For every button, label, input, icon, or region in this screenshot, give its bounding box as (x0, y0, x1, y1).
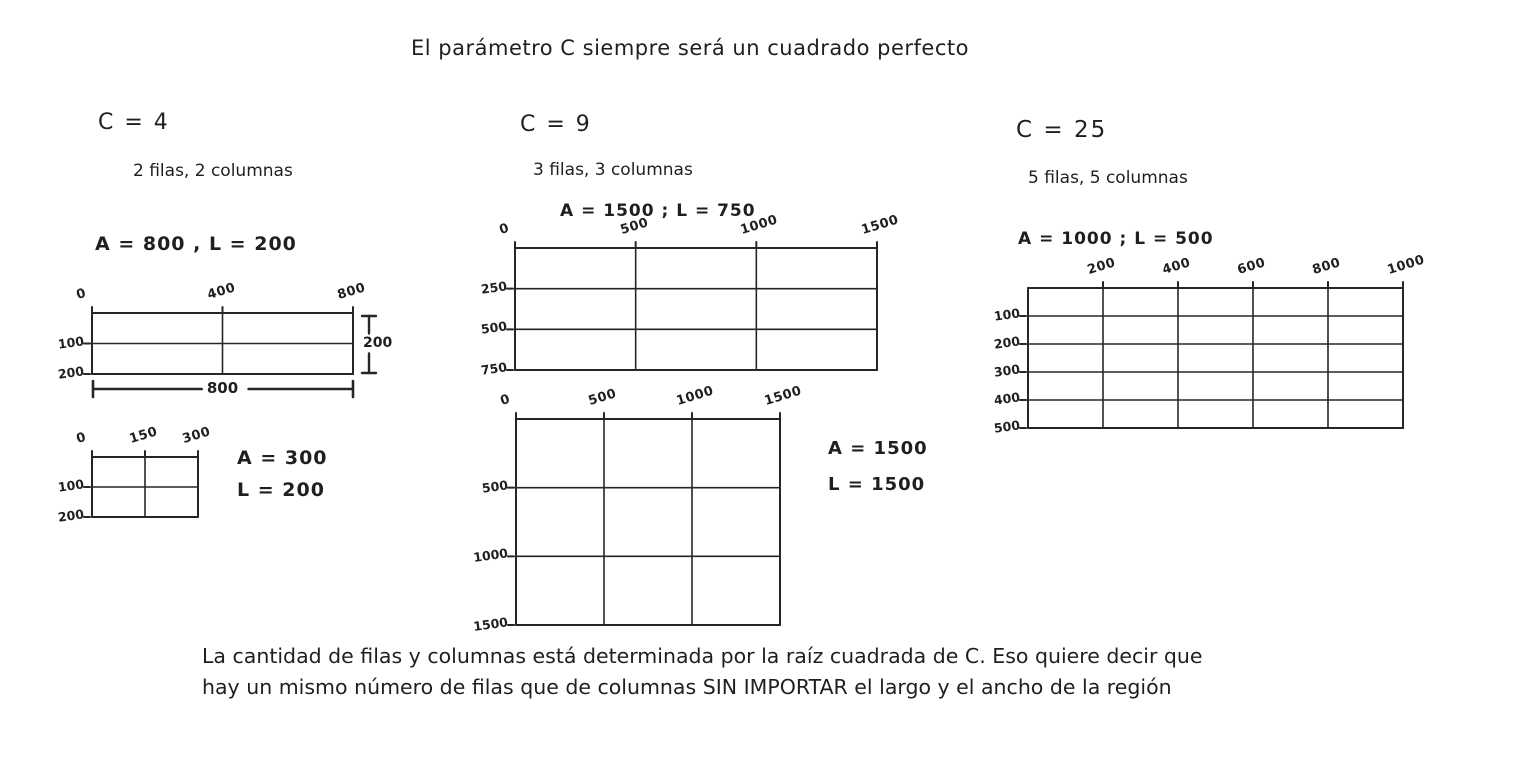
section-c4-heading: C = 4 (98, 110, 170, 135)
y-tick-label: 100 (992, 305, 1021, 324)
grid-c25-1-lines (1028, 288, 1403, 428)
x-tick-label: 600 (1235, 255, 1268, 278)
side-annotation: L = 1500 (828, 474, 926, 495)
grid-c4-1 (56, 280, 393, 397)
x-tick-label: 800 (1310, 255, 1343, 278)
section-c25-params: A = 1000 ; L = 500 (1018, 229, 1214, 249)
x-tick-label: 400 (205, 280, 237, 303)
grid-c9-2 (472, 383, 928, 634)
y-tick-label: 1500 (472, 614, 509, 634)
x-tick-label: 400 (1160, 255, 1193, 278)
x-tick-label: 500 (618, 215, 651, 238)
grid-c4-1-lines (92, 313, 353, 374)
x-tick-label: 800 (335, 280, 368, 303)
y-tick-label: 500 (479, 318, 508, 338)
y-tick-label: 100 (56, 332, 85, 352)
y-tick-label: 100 (56, 476, 85, 495)
section-c9-params: A = 1500 ; L = 750 (560, 201, 756, 221)
page-title: El parámetro C siempre será un cuadrado perfecto (411, 36, 969, 60)
y-tick-label: 200 (992, 333, 1021, 352)
width-dimension-label: 800 (206, 379, 239, 397)
grid-c9-1 (479, 212, 901, 378)
x-tick-label: 300 (180, 424, 213, 447)
x-tick-label: 1000 (1385, 252, 1427, 278)
section-c25-subheading: 5 filas, 5 columnas (1028, 168, 1188, 188)
section-c25-heading: C = 25 (1016, 117, 1108, 143)
side-annotation: L = 200 (237, 479, 325, 501)
y-tick-label: 500 (480, 476, 509, 496)
x-tick-label: 0 (497, 220, 512, 238)
footer-line-2: hay un mismo número de filas que de columnas SIN IMPORTAR el largo y el ancho de la región (202, 675, 1172, 699)
y-tick-label: 1000 (472, 545, 509, 566)
grid-c9-2-lines (516, 419, 780, 625)
y-tick-label: 750 (479, 359, 508, 378)
x-tick-label: 500 (586, 386, 619, 409)
x-tick-label: 1500 (859, 212, 901, 238)
y-tick-label: 250 (479, 277, 508, 297)
grid-c4-2-lines (92, 457, 198, 517)
section-c9-heading: C = 9 (520, 112, 592, 137)
grid-c25-1 (992, 252, 1427, 436)
section-c4-subheading: 2 filas, 2 columnas (133, 161, 293, 181)
section-c9-subheading: 3 filas, 3 columnas (533, 160, 693, 180)
section-c4-params: A = 800 , L = 200 (95, 233, 297, 255)
grid-c9-1-lines (515, 248, 877, 370)
y-tick-label: 500 (992, 417, 1021, 436)
y-tick-label: 300 (992, 361, 1021, 380)
x-tick-label: 1500 (762, 383, 804, 409)
x-tick-label: 0 (74, 285, 89, 303)
x-tick-label: 0 (498, 391, 513, 409)
x-tick-label: 150 (127, 424, 160, 447)
height-dimension-label: 200 (363, 334, 393, 351)
side-annotation: A = 1500 (828, 438, 928, 459)
y-tick-label: 200 (56, 506, 85, 525)
side-annotation: A = 300 (237, 447, 328, 469)
x-tick-label: 1000 (738, 212, 780, 238)
x-tick-label: 200 (1085, 255, 1118, 278)
grid-c4-2 (56, 424, 328, 525)
y-tick-label: 400 (992, 389, 1021, 408)
footer-line-1: La cantidad de filas y columnas está determinada por la raíz cuadrada de C. Eso quiere decir que (202, 644, 1203, 668)
x-tick-label: 0 (74, 429, 89, 447)
x-tick-label: 1000 (674, 383, 716, 409)
y-tick-label: 200 (56, 363, 85, 382)
